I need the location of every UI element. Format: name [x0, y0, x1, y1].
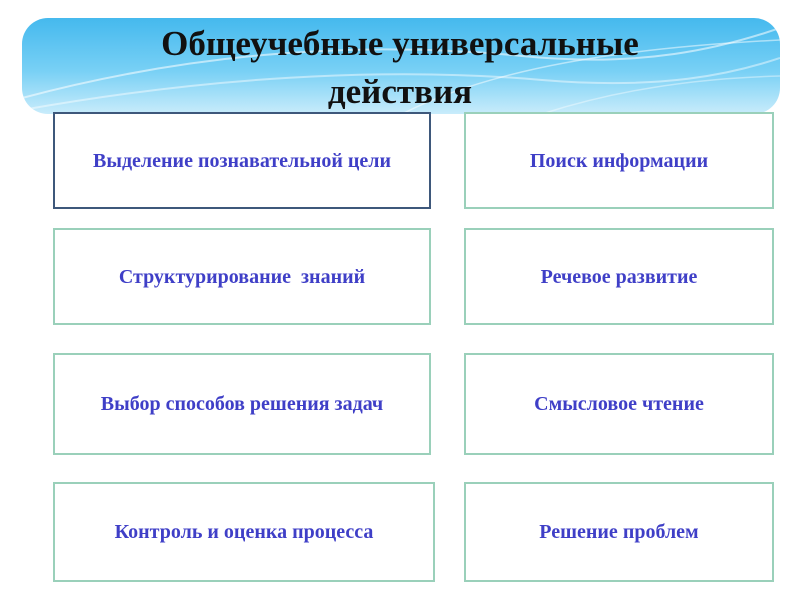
box-information-search-label: Поиск информации	[529, 149, 709, 172]
box-knowledge-structuring-label: Структурирование знаний	[118, 265, 366, 288]
box-solution-methods	[53, 353, 431, 455]
box-speech-development-label: Речевое развитие	[540, 265, 698, 288]
box-solution-methods-label: Выбор способов решения задач	[100, 393, 384, 415]
box-knowledge-structuring	[53, 228, 431, 325]
box-semantic-reading	[464, 353, 774, 455]
box-problem-solving-label: Решение проблем	[539, 521, 699, 543]
slide-title	[0, 20, 800, 116]
box-cognitive-goal	[53, 112, 431, 209]
box-information-search	[464, 112, 774, 209]
box-process-control	[53, 482, 435, 582]
box-problem-solving	[464, 482, 774, 582]
box-cognitive-goal-label: Выделение познавательной цели	[92, 149, 392, 172]
box-semantic-reading-label: Смысловое чтение	[534, 393, 704, 415]
slide-title-line2: действия	[327, 72, 473, 111]
box-process-control-label: Контроль и оценка процесса	[114, 521, 374, 543]
slide-title-line1: Общеучебные универсальные	[161, 24, 639, 63]
box-speech-development	[464, 228, 774, 325]
